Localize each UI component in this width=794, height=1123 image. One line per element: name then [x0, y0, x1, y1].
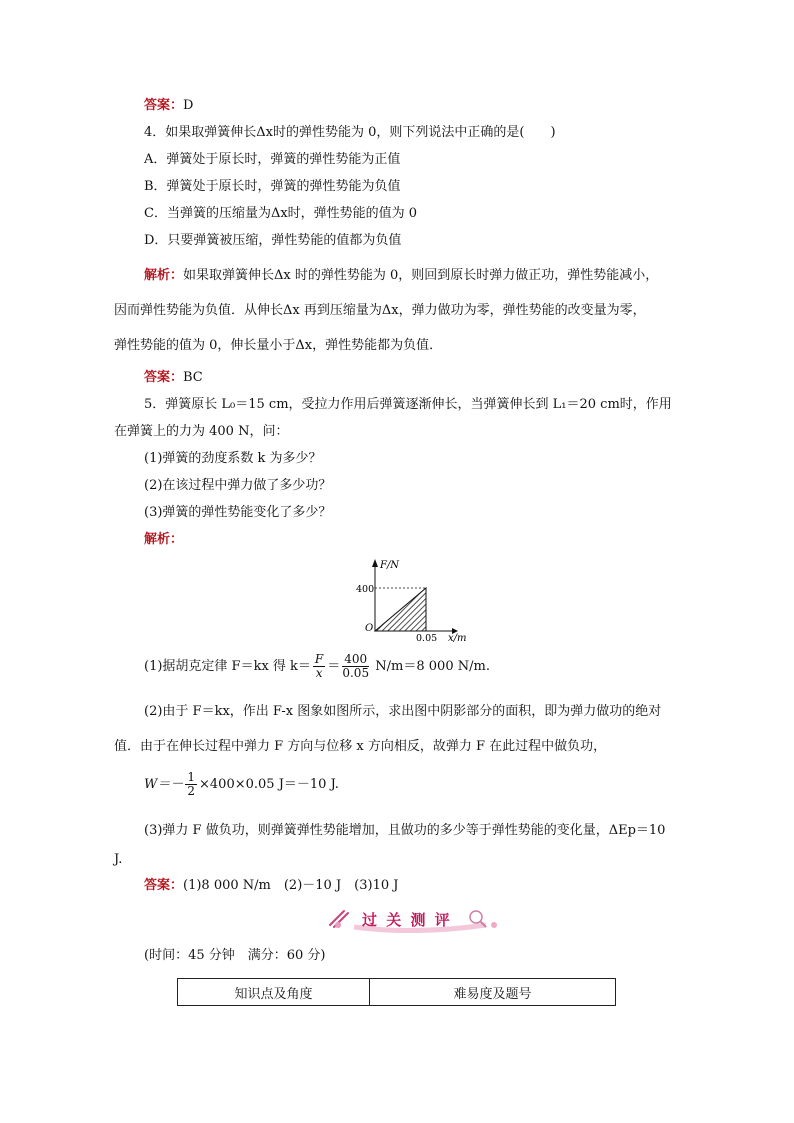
knowledge-table	[177, 978, 616, 1006]
pencil-tip	[335, 922, 341, 928]
table-header-cell: 难易度及题号	[370, 979, 616, 1006]
eq-prefix: W＝－	[144, 777, 184, 792]
sol1-suffix: N/m＝8 000 N/m.	[371, 659, 490, 674]
q4-option-d: D．只要弹簧被压缩，弹性势能的值都为负值	[144, 233, 402, 248]
q5-stem-line-2: 在弹簧上的力为 400 N，问：	[114, 424, 289, 439]
shaded-work-area	[375, 588, 426, 631]
sol1-prefix: (1)据胡克定律 F＝kx 得 k＝	[144, 659, 311, 674]
answer-label: 答案：	[144, 370, 184, 385]
q5-solution-2-line-1: (2)由于 F＝kx，作出 F-x 图象如图所示，求出图中阴影部分的面积，即为弹力做功的绝对	[144, 704, 662, 719]
frac-num: 400	[344, 652, 368, 666]
fraction-one-half	[185, 771, 197, 798]
answer-label: 答案：	[144, 878, 184, 893]
frac-num: F	[314, 652, 324, 666]
decor-dot	[491, 922, 497, 928]
y-axis-arrow	[372, 559, 378, 567]
frac-den: 2	[187, 784, 196, 798]
fraction-400-over-005	[342, 653, 369, 680]
eq-suffix: ×400×0.05 J＝－10 J.	[199, 777, 339, 792]
fraction-f-over-x	[313, 653, 325, 680]
q5-sub-question-3: (3)弹簧的弹性势能变化了多少？	[144, 505, 332, 520]
q4-option-c: C．当弹簧的压缩量为Δx时，弹性势能的值为 0	[144, 206, 418, 221]
answer-label: 答案：	[144, 98, 184, 113]
banner-title: 过 关 测 评	[362, 911, 452, 929]
q5-answer	[144, 878, 398, 894]
answer-value: (1)8 000 N/m (2)－10 J (3)10 J	[183, 878, 399, 893]
table-header-row	[178, 979, 616, 1006]
q4-stem: 4．如果取弹簧伸长Δx时的弹性势能为 0，则下列说法中正确的是( )	[144, 125, 556, 140]
q5-sub-question-1: (1)弹簧的劲度系数 k 为多少？	[144, 451, 322, 466]
q4-option-b: B．弹簧处于原长时，弹簧的弹性势能为负值	[144, 179, 401, 194]
force-displacement-graph	[350, 555, 475, 643]
q5-solution-3-line-2: J.	[114, 852, 123, 867]
x-tick-label: 0.05	[416, 633, 438, 643]
frac-num: 1	[187, 770, 196, 784]
q4-answer	[144, 370, 203, 386]
x-axis-label: x/m	[448, 633, 467, 643]
q4-option-a: A．弹簧处于原长时，弹簧的弹性势能为正值	[144, 152, 401, 167]
frac-den: 0.05	[342, 666, 370, 680]
y-tick-label: 400	[356, 584, 375, 595]
q5-analysis-label	[144, 532, 183, 548]
q5-stem-line-1: 5．弹簧原长 L₀＝15 cm，受拉力作用后弹簧逐渐伸长，当弹簧伸长到 L₁＝20 cm时，作用	[144, 397, 672, 412]
origin-label: O	[365, 623, 374, 634]
q5-solution-3-line-1: (3)弹力 F 做负功，则弹簧弹性势能增加，且做功的多少等于弹性势能的变化量，ΔEp＝10	[144, 823, 666, 838]
answer-value: D	[183, 98, 194, 113]
q5-solution-2-equation	[144, 768, 339, 802]
q4-analysis-line-2: 因而弹性势能为负值．从伸长Δx 再到压缩量为Δx，弹力做功为零，弹性势能的改变量为零，	[114, 303, 646, 318]
analysis-text: 如果取弹簧伸长Δx 时的弹性势能为 0，则回到原长时弹力做正功，弹性势能减小，	[183, 268, 659, 283]
q5-solution-1	[144, 650, 490, 684]
y-axis-label: F/N	[380, 560, 400, 571]
equals-sign: ＝	[327, 659, 341, 674]
q5-solution-2-line-2: 值．由于在伸长过程中弹力 F 方向与位移 x 方向相反，故弹力 F 在此过程中做负功，	[114, 739, 607, 754]
q5-sub-question-2: (2)在该过程中弹力做了多少功？	[144, 478, 332, 493]
exam-info: (时间：45 分钟 满分：60 分)	[144, 948, 326, 963]
section-banner	[326, 905, 506, 933]
q4-analysis-line-3: 弹性势能的值为 0，伸长量小于Δx，弹性势能都为负值．	[114, 338, 443, 353]
analysis-label: 解析：	[144, 268, 184, 283]
analysis-label: 解析：	[144, 532, 184, 547]
q4-analysis-line-1	[144, 268, 658, 284]
answer-value: BC	[183, 370, 203, 385]
q3-answer	[144, 98, 193, 114]
frac-den: x	[315, 666, 323, 680]
table-header-cell: 知识点及角度	[178, 979, 370, 1006]
